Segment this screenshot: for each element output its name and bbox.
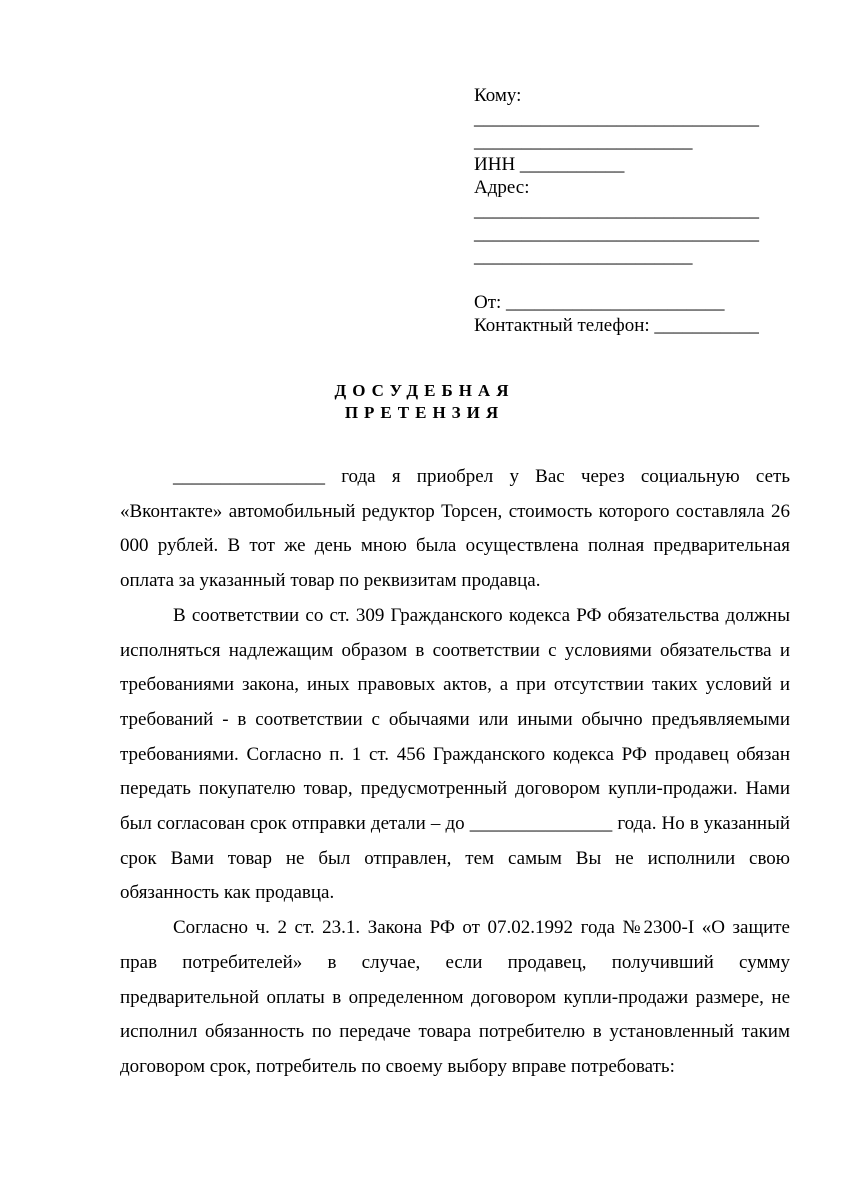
address-line-3: _______________________ [474, 246, 693, 267]
paragraph-2: В соответствии со ст. 309 Гражданского кодекса РФ обязательства должны исполняться надлежащим образом в соответствии с условиями обязательства и требованиями закона, иных правовых актов, а при отсутствии таких условий и требований - в соответствии с обычаями или иными обычно предъявляемыми требованиями. Согласно п. 1 ст. 456 Гражданского кодекса РФ продавец обязан передать покупателю товар, предусмотренный договором купли-продажи. Нами был согласован срок отправки детали – до _______________ года. Но в указанный срок Вами товар не был отправлен, тем самым Вы не исполнили свою обязанность как продавца. [120, 604, 790, 904]
address-label: Адрес: [474, 177, 530, 198]
address-line-2: ______________________________ [474, 223, 759, 244]
phone-line: Контактный телефон: ___________ [474, 315, 759, 336]
address-line-1: ______________________________ [474, 200, 759, 221]
title-line-1: ДОСУДЕБНАЯ [334, 381, 515, 400]
document-title [0, 380, 849, 424]
paragraph-3: Согласно ч. 2 ст. 23.1. Закона РФ от 07.02.1992 года №2300-I «О защите прав потребителей» в случае, если продавец, получивший сумму предварительной оплаты в определенном договором купли-продажи размере, не исполнил обязанность по передаче товара потребителю в установленный таким договором срок, потребитель по своему выбору вправе потребовать: [120, 917, 790, 1077]
inn-line: ИНН ___________ [474, 154, 625, 175]
document-body [120, 460, 790, 1085]
to-line-1: ______________________________ [474, 108, 759, 129]
paragraph-1: ________________ года я приобрел у Вас через социальную сеть «Вконтакте» автомобильный редуктор Торсен, стоимость которого составляла 26 000 рублей. В тот же день мною была осуществлена полная предварительная оплата за указанный товар по реквизитам продавца. [120, 466, 790, 592]
addressee-block [474, 84, 789, 337]
to-line-2: _______________________ [474, 131, 693, 152]
from-line: От: _______________________ [474, 292, 725, 313]
to-label: Кому: [474, 85, 522, 106]
title-line-2: ПРЕТЕНЗИЯ [344, 403, 505, 422]
